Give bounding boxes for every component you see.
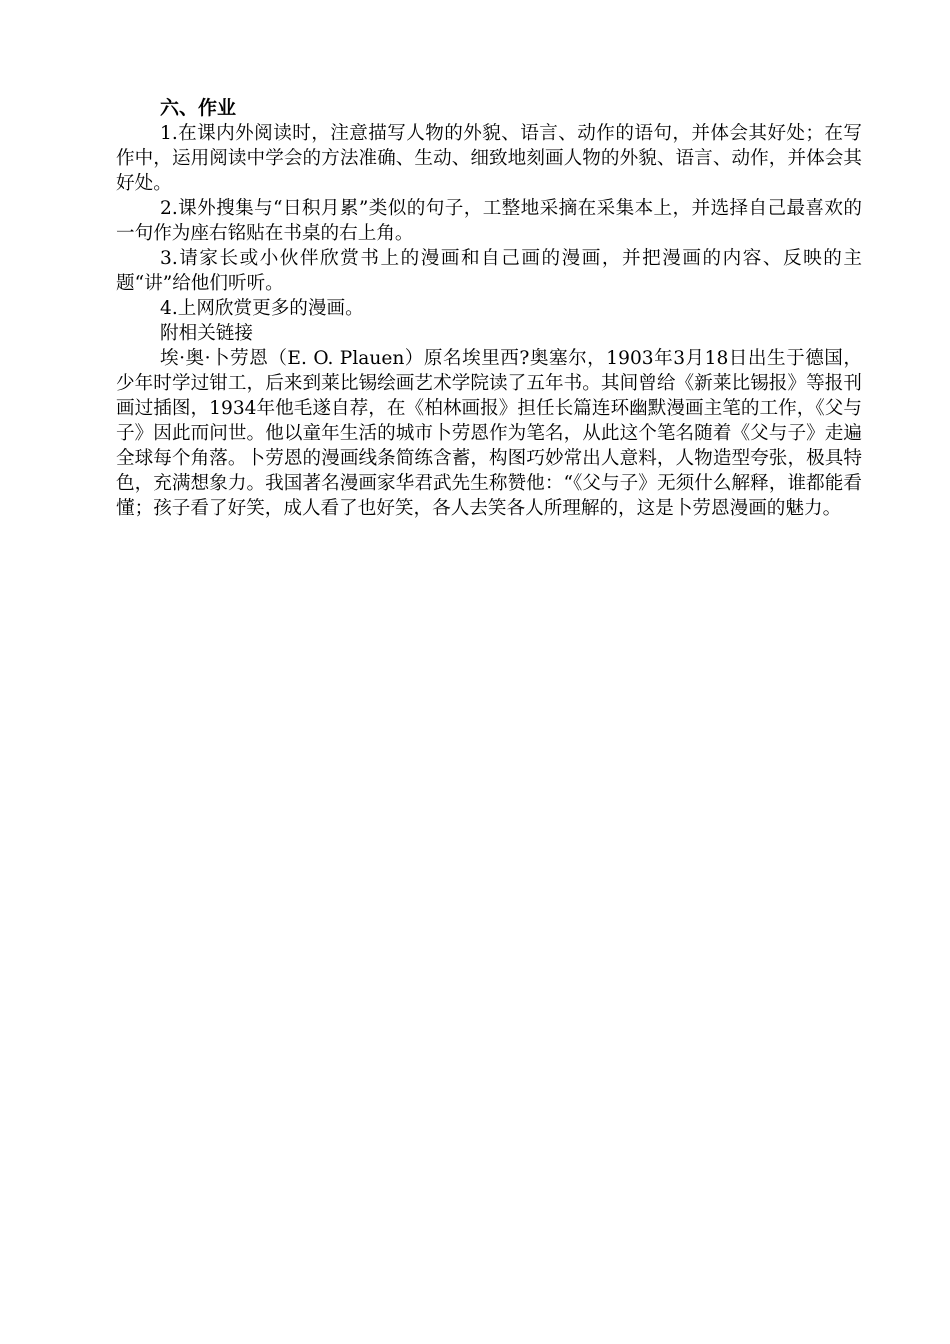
document-body bbox=[116, 96, 862, 521]
homework-item-3: 3.请家长或小伙伴欣赏书上的漫画和自己画的漫画，并把漫画的内容、反映的主题“讲”给他们听听。 bbox=[116, 248, 862, 294]
related-links-label: 附相关链接 bbox=[160, 323, 253, 344]
section-heading: 六、作业 bbox=[160, 97, 237, 119]
author-bio-paragraph: 埃·奥·卜劳恩（E. O. Plauen）原名埃里西?奥塞尔，1903年3月18日出生于德国，少年时学过钳工，后来到莱比锡绘画艺术学院读了五年书。其间曾给《新莱比锡报》等报刊画过插图，1934年他毛遂自荐，在《柏林画报》担任长篇连环幽默漫画主笔的工作，《父与子》因此而问世。他以童年生活的城市卜劳恩作为笔名，从此这个笔名随着《父与子》走遍全球每个角落。卜劳恩的漫画线条简练含蓄，构图巧妙常出人意料，人物造型夸张，极具特色，充满想象力。我国著名漫画家华君武先生称赞他：“《父与子》无须什么解释，谁都能看懂；孩子看了好笑，成人看了也好笑，各人去笑各人所理解的，这是卜劳恩漫画的魅力。 bbox=[116, 348, 862, 519]
homework-item-4: 4.上网欣赏更多的漫画。 bbox=[160, 298, 364, 319]
homework-item-2: 2.课外搜集与“日积月累”类似的句子，工整地采摘在采集本上，并选择自己最喜欢的一句作为座右铭贴在书桌的右上角。 bbox=[116, 198, 862, 244]
homework-item-1: 1.在课内外阅读时，注意描写人物的外貌、语言、动作的语句，并体会其好处；在写作中，运用阅读中学会的方法准确、生动、细致地刻画人物的外貌、语言、动作，并体会其好处。 bbox=[116, 123, 862, 194]
